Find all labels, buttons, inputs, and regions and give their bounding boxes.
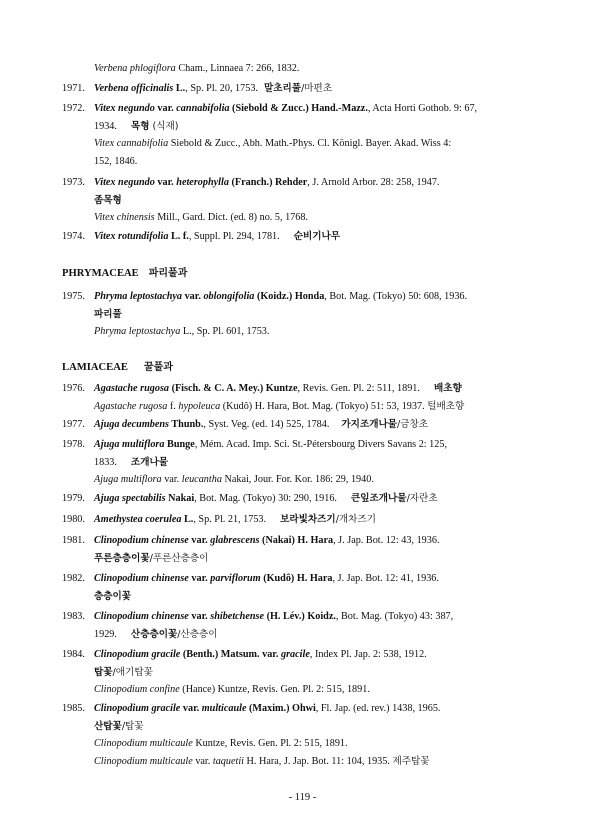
synonym-line: Ajuga multiflora var. leucantha Nakai, Jour. For. Kor. 186: 29, 1940. bbox=[94, 474, 374, 486]
entry-line-cont: 1934. 목형 (식재) bbox=[94, 120, 179, 132]
korean-name-line: 층층이꽃 bbox=[94, 590, 132, 602]
entry-line: 1975. Phryma leptostachya var. oblongifolia (Koidz.) Honda, Bot. Mag. (Tokyo) 50: 608, 1936. bbox=[62, 291, 468, 302]
entry-1972 bbox=[62, 100, 552, 170]
entry-continuation bbox=[62, 60, 552, 78]
entry-1973 bbox=[62, 174, 552, 227]
entry-1977 bbox=[62, 416, 552, 434]
synonym-line: Clinopodium multicaule Kuntze, Revis. Gen. Pl. 2: 515, 1891. bbox=[94, 738, 348, 750]
entry-line: 1983. Clinopodium chinense var. shibetchense (H. Lév.) Koidz., Bot. Mag. (Tokyo) 43: 387, bbox=[62, 611, 454, 622]
family-heading-lamiaceae: LAMIACEAE 꿀풀과 bbox=[62, 362, 173, 373]
entry-line-cont: 1929. 산층층이꽃/산층층이 bbox=[94, 628, 218, 640]
entry-line: 1982. Clinopodium chinense var. parviflorum (Kudô) H. Hara, J. Jap. Bot. 12: 41, 1936. bbox=[62, 573, 439, 584]
synonym-line: Agastache rugosa f. hypoleuca (Kudô) H. Hara, Bot. Mag. (Tokyo) 51: 53, 1937. 털배초향 bbox=[94, 400, 465, 412]
entry-1983 bbox=[62, 608, 552, 643]
entry-1981 bbox=[62, 532, 552, 567]
entry-1971 bbox=[62, 80, 552, 98]
synonym-line: Phryma leptostachya L., Sp. Pl. 601, 1753. bbox=[94, 326, 270, 338]
korean-name-line: 파리풀 bbox=[94, 308, 122, 320]
entry-line: 1973. Vitex negundo var. heterophylla (Franch.) Rehder, J. Arnold Arbor. 28: 258, 1947. bbox=[62, 177, 440, 188]
synonym-line-cont: 152, 1846. bbox=[94, 155, 138, 167]
entry-line: 1985. Clinopodium gracile var. multicaule (Maxim.) Ohwi, Fl. Jap. (ed. rev.) 1438, 1965. bbox=[62, 703, 441, 714]
entry-line: 1977. Ajuga decumbens Thunb., Syst. Veg. (ed. 14) 525, 1784. 가지조개나물/금창초 bbox=[62, 419, 429, 430]
entry-line: 1980. Amethystea coerulea L., Sp. Pl. 21, 1753. 보라빛차즈기/개차즈기 bbox=[62, 514, 376, 525]
entry-1982 bbox=[62, 570, 552, 605]
entry-line: 1971. Verbena officinalis L., Sp. Pl. 20, 1753. 말초리풀/마편초 bbox=[62, 83, 333, 94]
synonym-line: Clinopodium confine (Hance) Kuntze, Revis. Gen. Pl. 2: 515, 1891. bbox=[94, 684, 370, 696]
entry-line-cont: 1833. 조개나물 bbox=[94, 456, 168, 468]
entry-line: 1974. Vitex rotundifolia L. f., Suppl. Pl. 294, 1781. 순비기나무 bbox=[62, 231, 341, 242]
entry-1975 bbox=[62, 288, 552, 341]
korean-name-line: 좀목형 bbox=[94, 194, 122, 206]
entry-line: 1979. Ajuga spectabilis Nakai, Bot. Mag. (Tokyo) 30: 290, 1916. 큰잎조개나물/자란초 bbox=[62, 493, 438, 504]
entry-1978 bbox=[62, 436, 552, 489]
synonym-line: Clinopodium multicaule var. taquetii H. Hara, J. Jap. Bot. 11: 104, 1935. 제주탑꽃 bbox=[94, 755, 430, 767]
entry-1980 bbox=[62, 511, 552, 529]
entry-line: 1981. Clinopodium chinense var. glabrescens (Nakai) H. Hara, J. Jap. Bot. 12: 43, 1936. bbox=[62, 535, 440, 546]
entry-1985 bbox=[62, 700, 552, 770]
entry-line: 1984. Clinopodium gracile (Benth.) Matsum. var. gracile, Index Pl. Jap. 2: 538, 1912. bbox=[62, 649, 427, 660]
entry-1976 bbox=[62, 380, 552, 415]
entry-1979 bbox=[62, 490, 552, 508]
entry-1974 bbox=[62, 228, 552, 246]
entry-line: 1972. Vitex negundo var. cannabifolia (Siebold & Zucc.) Hand.-Mazz., Acta Horti Gothob. 9: 67, bbox=[62, 103, 478, 114]
entry-line: 1978. Ajuga multiflora Bunge, Mém. Acad. Imp. Sci. St.-Pétersbourg Divers Savans 2: 125, bbox=[62, 439, 447, 450]
korean-name-line: 탑꽃/애기탑꽃 bbox=[94, 666, 153, 678]
entry-line: 1976. Agastache rugosa (Fisch. & C. A. Mey.) Kuntze, Revis. Gen. Pl. 2: 511, 1891. 배초향 bbox=[62, 383, 462, 394]
family-heading-phrymaceae: PHRYMACEAE 파리풀과 bbox=[62, 268, 188, 279]
entry-1984 bbox=[62, 646, 552, 699]
synonym-line: Vitex cannabifolia Siebold & Zucc., Abh. Math.-Phys. Cl. Königl. Bayer. Akad. Wiss 4: bbox=[94, 138, 452, 150]
page-number: - 119 - bbox=[288, 792, 317, 803]
synonym-line: Vitex chinensis Mill., Gard. Dict. (ed. 8) no. 5, 1768. bbox=[94, 212, 308, 224]
korean-name-line: 푸른층층이꽃/푸른산층층이 bbox=[94, 552, 209, 564]
synonym-line: Verbena phlogiflora Cham., Linnaea 7: 266, 1832. bbox=[94, 63, 300, 74]
korean-name-line: 산탑꽃/탑꽃 bbox=[94, 720, 144, 732]
